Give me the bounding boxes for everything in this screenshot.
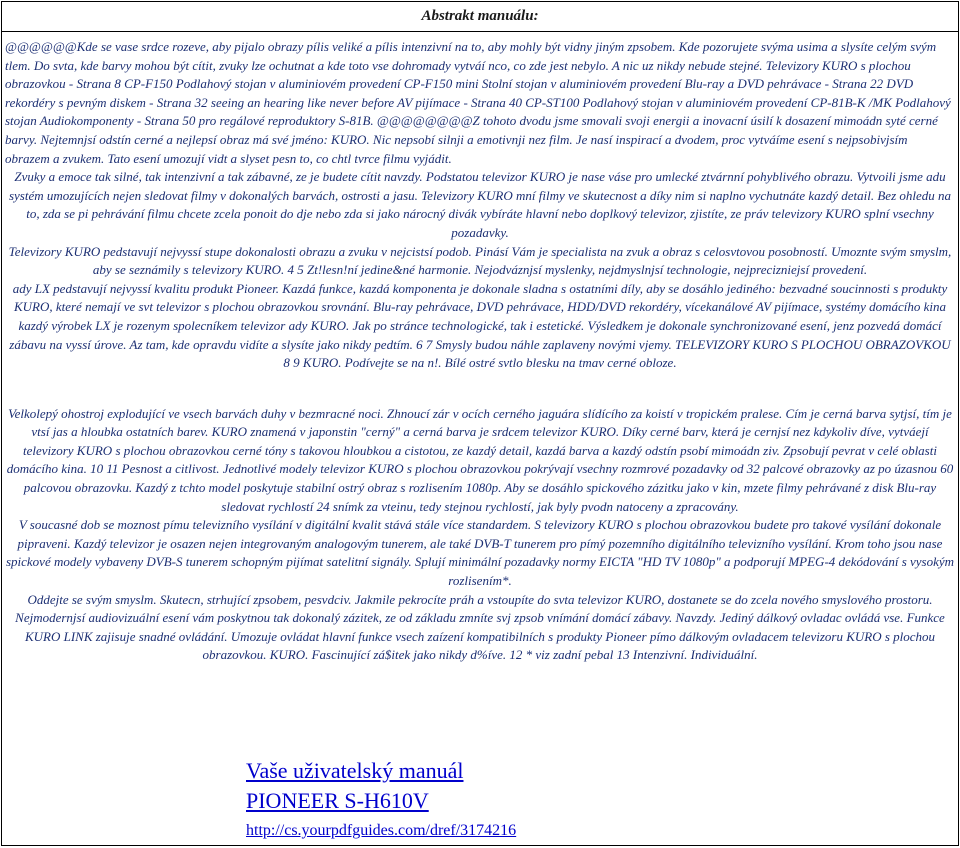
paragraph-5: Velkolepý ohostroj explodující ve vsech barvách duhy v bezmracné noci. Zhnoucí zár v ocích cerného jaguára slídícího za koistí v tropickém pralese. Cím je cerná barva sytjsí, tím je vtsí jas a hloubka ostatních barev. KURO znamená v japonstin "cerný" a cerná barva je srdcem televizor KURO. Díky cerné barv, která je cernjsí nez kdykoliv díve, vytváejí televizory KURO s plochou obrazovkou cerné tóny s takovou hloubkou a cistotou, ze kazdý detail, kazdá barva a kazdý odstín psobí mimoádn ziv. Zpsobují pevrat v celé oblasti domácího kina. 10 11 Pesnost a citlivost. Jednotlivé modely televizor KURO s plochou obrazovkou pokrývají vsechny rozmrové pozadavky od 32 palcové obrazovky az po úzasnou 60 palcovou obrazovku. Kazdý z tchto model poskytuje stabilní ostrý obraz s rozlisením 1080p. Aby se dosáhlo spickového zázitku jako v kin, mzete filmy pehrávané z disk Blu-ray sledovat rychlostí 24 snímk za vteinu, tedy stejnou rychlostí, jak byly pvodn natoceny a zpracovány.	[6, 405, 954, 514]
paragraph-6: V soucasné dob se moznost pímu televizního vysílání v digitální kvalit stává stále více standardem. S televizory KURO s plochou obrazovkou budete pro takové vysílání dokonale pipraveni. Kazdý televizor je osazen nejen integrovaným analogovým tunerem, ale také DVB-T tunerem pro pímý pozemního digitálního televizního vysílání. Krom toho jsou nase spickové modely vybaveny DVB-S tunerem schopným pijímat satelitní signály. Splují minimální pozadavky normy EICTA "HD TV 1080p" a podporují MPEG-4 dekódování s vysokým rozlisením*.	[5, 517, 955, 589]
paragraph-2: Zvuky a emoce tak silné, tak intenzivní a tak zábavné, ze je budete cítit navzdy. Podstatou televizor KURO je nase váse pro umlecké ztvárnní pohyblivého obrazu. Vytvoili jsme adu systém umozujících nejen sledovat filmy v dokonalých barvách, ostrosti a jasu. Televizory KURO mní filmy ve skutecnost a díky nim si naplno vychutnáte kazdý detail. Bez ohledu na to, zda se pi pehrávání filmu chcete zcela ponoit do dje nebo zda si jako nárocný divák vybíráte hlavní nebo doplkový televizor, zjistíte, ze práv televizory KURO splní vsechny pozadavky.	[8, 169, 952, 240]
abstract-body	[2, 32, 958, 665]
abstract-heading: Abstrakt manuálu:	[2, 2, 958, 32]
product-model-link[interactable]: PIONEER S-H610V	[246, 788, 429, 813]
paragraph-4: ady LX pedstavují nejvyssí kvalitu produkt Pioneer. Kazdá funkce, kazdá komponenta je dokonale sladna s ostatními díly, aby se dosáhlo jediného: bezvadné soucinnosti s produkty KURO, které nemají ve svt televizor s plochou obrazovkou srovnání. Blu-ray pehrávace, DVD pehrávace, HDD/DVD rekordéry, vícekanálové AV pijímace, systémy domácího kina kazdý výrobek LX je rozenym spolecníkem televizor ady KURO. Jak po stránce technologické, tak i estetické. Výsledkem je dokonale synchronizované esení, jenz pozvedá domácí zábavu na vyssí úrove. Az tam, kde opravdu vidíte a slysíte jako nikdy pedtím. 6 7 Smysly budou náhle zaplaveny novými vjemy. TELEVIZORY KURO S PLOCHOU OBRAZOVKOU 8 9 KURO. Podívejte se na n!. Bílé ostré svtlo blesku na tmav cerné obloze.	[9, 280, 951, 371]
paragraph-7: Oddejte se svým smyslm. Skutecn, strhující zpsobem, pesvdciv. Jakmile pekrocíte práh a vstoupíte do svta televizor KURO, dostanete se do zcela nového smyslového prostoru. Nejmodernjsí audiovizuální esení vám poskytnou tak dokonalý zázitek, ze od základu zmníte svj zpsob vnímání domácí zábavy. Navzdy. Jediný dálkový ovladac ovládá vse. Funkce KURO LINK zajisuje snadné ovládání. Umozuje ovládat hlavní funkce vsech zaízení kompatibilních s produkty Pioneer pímo dálkovým ovladacem televizoru KURO s plochou obrazovkou. KURO. Fascinující zá$itek jako nikdy d%íve. 12 * viz zadní pebal 13 Intenzivní. Individuální.	[15, 591, 945, 663]
paragraph-3: Televizory KURO pedstavují nejvyssí stupe dokonalosti obrazu a zvuku v nejcistsí podob. Pinásí Vám je specialista na zvuk a obraz s celosvtovou posobností. Umoznte svým smyslm, aby se seznámily s televizory KURO. 4 5 Zt!lesn!ní jedine&né harmonie. Nejodváznjsí myslenky, nejdmyslnjsí technologie, nejprecizniejsí provedení.	[8, 243, 952, 278]
paragraph-1: @@@@@@Kde se vase srdce rozeve, aby pijalo obrazy pílis veliké a pílis intenzivní na to, aby mohly být vidny jiným zpsobem. Kde pozorujete svýma usima a slysíte celým svým tlem. Do svta, kde barvy mohou být cítit, zvuky lze ochutnat a kde toto vse dohromady vytváí nco, co zde jest nebylo. A nic uz nikdy nebude stejné. Televizory KURO s plochou obrazovkou - Strana 8 CP-F150 Podlahový stojan v aluminiovém provedení CP-F150 mini Stolní stojan v aluminiovém provedení Blu-ray a DVD pehrávace - Strana 22 DVD rekordéry s pevným diskem - Strana 32 seeing an hearing like never before AV pijímace - Strana 40 CP-ST100 Podlahový stojan v aluminiovém provedení CP-81B-K /MK Podlahový stojan Audiokomponenty - Strana 50 pro regálové reproduktory S-81B. @@@@@@@@Z tohoto dvodu jsme smovali svoji energii a inovacní úsilí k dosazení mimoádn syté cerné barvy. Nejtemnjsí odstín cerné a nejlepsí obraz má své jméno: KURO. Nic nepsobí silnji a emotivnji nez film. Je nasí inspirací a dvodem, proc vytváíme esení s nejpsobivjsím obrazem a zvukem. Tato esení umozují vidt a slyset pesn to, co chtl tvrce filmu vyjádit.	[5, 39, 951, 166]
manual-links	[246, 756, 516, 842]
paragraph-gap	[5, 373, 955, 405]
manual-title-link[interactable]: Vaše uživatelský manuál	[246, 758, 464, 783]
manual-page	[1, 1, 959, 846]
download-url-link[interactable]: http://cs.yourpdfguides.com/dref/3174216	[246, 822, 517, 839]
